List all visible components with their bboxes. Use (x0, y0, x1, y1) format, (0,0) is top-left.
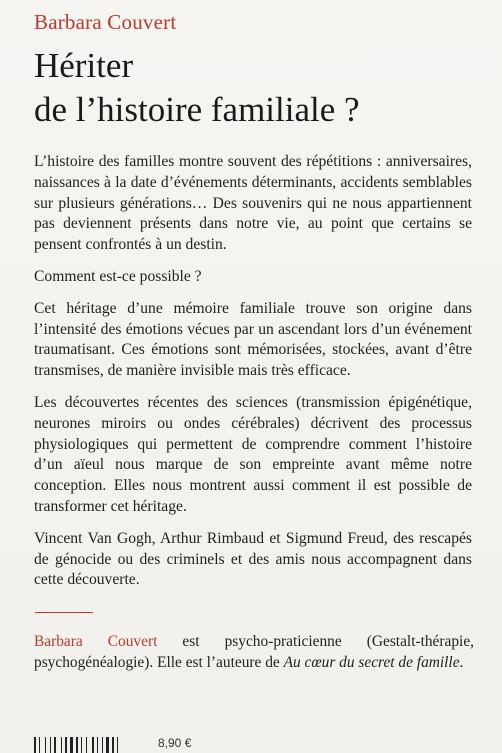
barcode-bar (68, 737, 69, 753)
barcode-bar (37, 737, 38, 753)
barcode-bar (63, 737, 64, 753)
barcode-bar (61, 737, 62, 753)
blurb-paragraph: Cet héritage d’une mémoire familiale trouve son origine dans l’intensité des émotions vécues par un ascendant lors d’un événement traumatisant. Ces émotions sont mémorisées, stockées, avant d’être transmises, de manière invisible mais très efficace. (34, 299, 472, 380)
barcode-bar (86, 737, 87, 753)
barcode-bar (34, 737, 36, 753)
barcode-bar (70, 737, 73, 753)
blurb-paragraph: Les découvertes récentes des sciences (transmission épigénétique, neurones miroirs ou ondes cérébrales) décrivent des processus physiologiques qui permettent de comprendre comment l’histoire d’un aïeul nous marque de son empreinte avant même notre conception. Elles nous montrent aussi comment il est possible de transformer cet héritage. (34, 393, 472, 515)
barcode-bar (110, 737, 111, 753)
blurb-paragraph: L’histoire des familles montre souvent des répétitions : anniversaires, naissances à la date d’événements déterminants, accidents semblables sur plusieurs générations… Des souvenirs qui ne nous appartiennent pas deviennent présents dans notre vie, au point que certains se pensent confrontés à un destin. (34, 153, 472, 254)
barcode-bar (81, 737, 82, 753)
divider-rule (35, 612, 93, 613)
barcode-bar (97, 737, 98, 753)
barcode (34, 737, 134, 753)
barcode-bar (47, 737, 49, 753)
book-title (34, 44, 360, 132)
barcode-bar (115, 737, 116, 753)
barcode-bar (45, 737, 46, 753)
barcode-bar (57, 737, 60, 753)
barcode-bar (50, 737, 51, 753)
barcode-bar (99, 737, 101, 753)
barcode-bar (76, 737, 78, 753)
barcode-bar (106, 737, 109, 753)
barcode-bar (74, 737, 75, 753)
barcode-bar (117, 737, 118, 753)
blurb-question: Comment est-ce possible ? (34, 267, 202, 285)
barcode-bar (95, 737, 96, 753)
bio-author-name: Barbara Couvert (34, 633, 158, 650)
bio-text-end: . (459, 653, 464, 671)
book-title-line-2: de l’histoire familiale ? (34, 90, 360, 129)
barcode-bar (102, 737, 103, 753)
barcode-bar (119, 737, 121, 753)
price-label: 8,90 € (158, 736, 192, 750)
barcode-bar (83, 737, 85, 753)
barcode-bar (92, 737, 94, 753)
author-name: Barbara Couvert (34, 10, 177, 34)
barcode-bar (52, 737, 53, 753)
bio-book-title: Au cœur du secret de famille (283, 653, 460, 671)
barcode-bar (54, 737, 56, 753)
barcode-bar (39, 737, 40, 753)
barcode-bar (65, 737, 67, 753)
blurb-paragraph: Vincent Van Gogh, Arthur Rimbaud et Sigmund Freud, des rescapés de génocide ou des criminels et des amis nous accompagnent dans cette découverte. (34, 529, 472, 589)
barcode-bar (41, 737, 44, 753)
author-bio (34, 632, 474, 673)
book-title-line-1: Hériter (34, 46, 134, 85)
blurb (34, 152, 472, 602)
barcode-bar (88, 737, 91, 753)
barcode-bar (104, 737, 105, 753)
bio-text: est psycho-praticienne (Gestalt-thérapie, psychogénéalogie). Elle est l’auteure de (34, 633, 474, 671)
barcode-bar (112, 737, 114, 753)
barcode-bar (79, 737, 80, 753)
